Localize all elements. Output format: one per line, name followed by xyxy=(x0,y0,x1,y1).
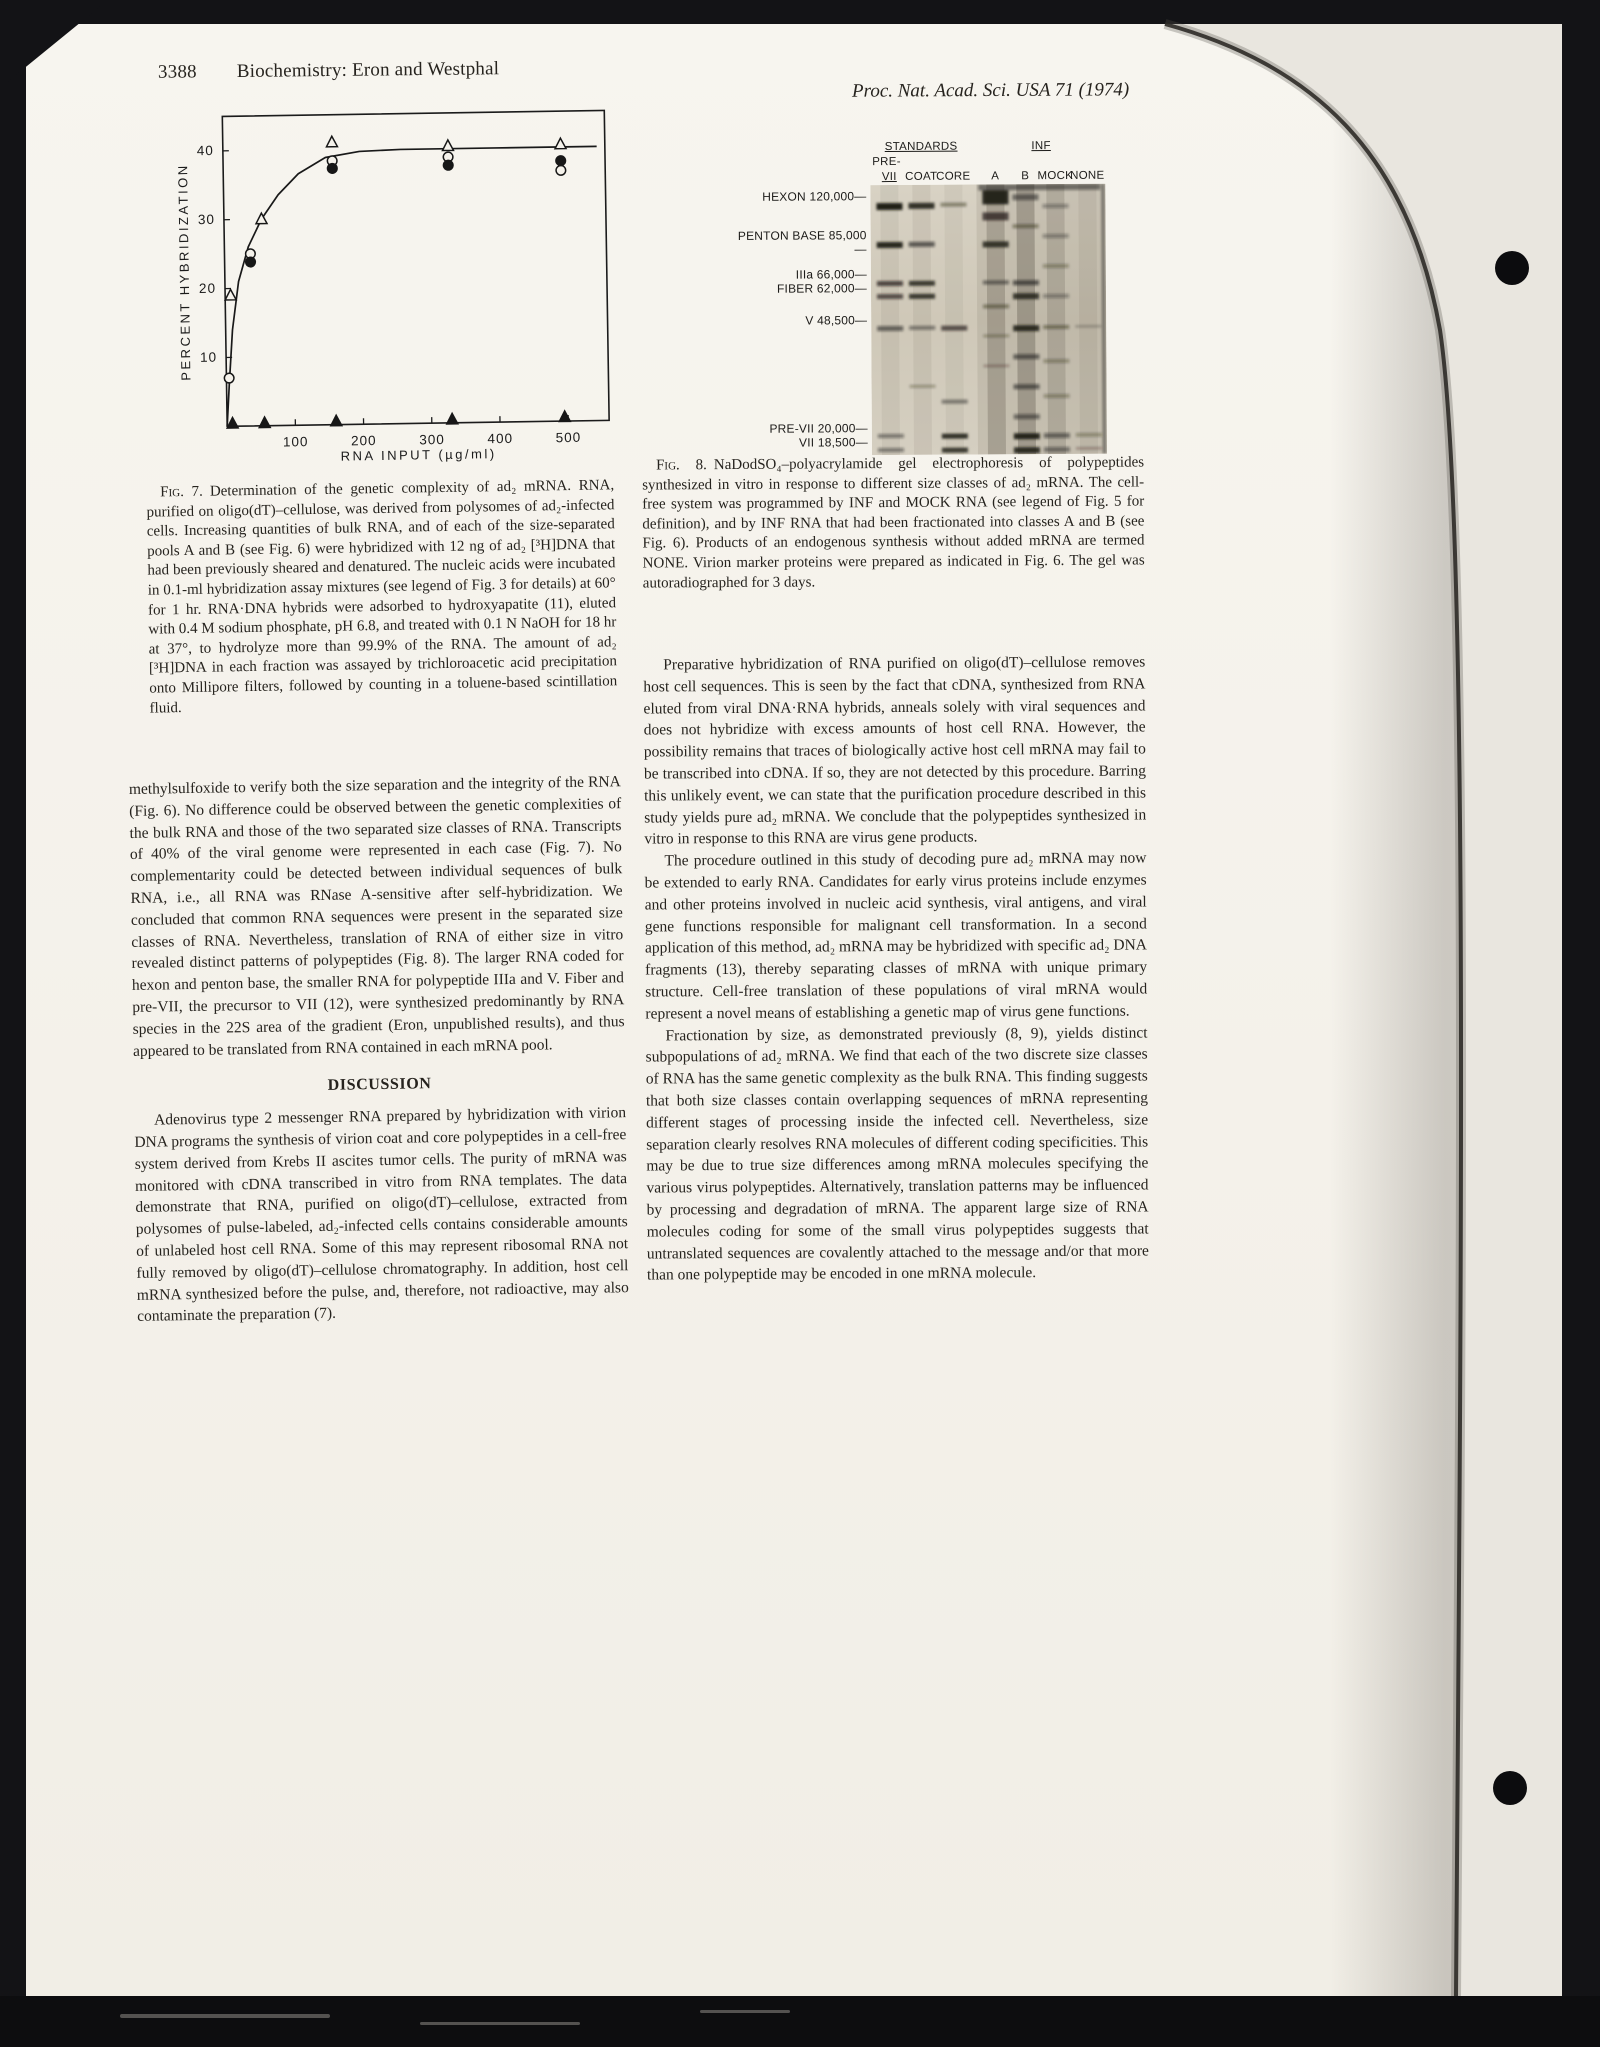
gel-marker-label: PRE-VII 20,000— xyxy=(769,421,868,436)
body-paragraph: methylsulfoxide to verify both the size separation and the integrity of the RNA (Fig. 6). No difference could be observed between the genetic complexities of the bulk RNA and those of the two separated size classes of RNA. Transcripts of 40% of the viral genome were represented in each case (Fig. 7). No complementarity could be detected between individual sequences of bulk RNA, i.e., all RNA was RNase A-sensitive after self-hybridization. We concluded that common RNA sequences were present in the separated size classes of RNA. Nevertheless, translation of RNA of either size in vitro revealed distinct patterns of polypeptides (Fig. 8). The larger RNA coded for hexon and penton base, the smaller RNA for polypeptide IIIa and V. Fiber and pre-VII, the precursor to VII (12), were synthesized predominantly by RNA species in the 22S area of the gradient (Eron, unpublished results), and thus appeared to be translated from RNA contained in each mRNA pool. xyxy=(128,773,625,1060)
gel-marker-label: FIBER 62,000— xyxy=(776,281,868,296)
gel-marker-label: IIIa 66,000— xyxy=(795,267,867,282)
gel-lane-label: NONE xyxy=(1070,169,1105,182)
svg-text:100: 100 xyxy=(282,434,309,450)
running-title: Biochemistry: Eron and Westphal xyxy=(236,58,500,82)
bottom-scan-edge xyxy=(0,1996,1600,2047)
gel-lane-label: COAT xyxy=(905,170,938,183)
gel-group-label-inf: INF xyxy=(1031,140,1051,153)
page-number: 3388 xyxy=(157,61,197,83)
scan-streak xyxy=(420,2022,580,2025)
page-header-left xyxy=(158,58,499,84)
scan-streak xyxy=(120,2014,330,2018)
gel-autoradiograph-image xyxy=(870,184,1107,455)
page-gutter-shadow xyxy=(1330,24,1460,1996)
svg-text:30: 30 xyxy=(197,211,216,228)
gel-lane-label: MOCK xyxy=(1037,169,1074,183)
gel-marker-label: V 48,500— xyxy=(805,313,868,328)
svg-text:PERCENT HYBRIDIZATION: PERCENT HYBRIDIZATION xyxy=(175,163,194,381)
body-paragraph: Preparative hybridization of RNA purified on oligo(dT)–cellulose removes host cell sequences. This is seen by the fact that cDNA, synthesized from RNA eluted from viral DNA·RNA hybrids, anneals solely with viral sequences and does not hybridize with excess amounts of host cell RNA. However, the possibility remains that traces of biologically active host cell mRNA may fail to be transcribed into cDNA. If so, they are not detected by this procedure. Barring this unlikely event, we can state that the purification procedure described in this study yields pure ad₂ mRNA. We conclude that the polypeptides synthesized in vitro in response to this RNA are virus gene products. xyxy=(643,653,1147,848)
svg-text:10: 10 xyxy=(199,349,218,365)
body-paragraph: Adenovirus type 2 messenger RNA prepared by hybridization with virion DNA programs the synthesis of virion coat and core polypeptides in a cell-free system derived from Krebs II ascites tumor cells. The purity of mRNA was monitored with cDNA transcribed in vitro from RNA templates. The data demonstrate that RNA, purified on oligo(dT)–cellulose, extracted from polysomes of pulse-labeled, ad₂-infected cells contains considerable amounts of unlabeled host cell RNA. Some of this may represent ribosomal RNA not fully removed by oligo(dT)–cellulose chromatography. In addition, host cell mRNA synthesized before the pulse, and, therefore, not radioactive, may also contaminate the preparation (7). xyxy=(134,1104,629,1326)
gel-lane-label: B xyxy=(1021,170,1030,183)
svg-text:40: 40 xyxy=(196,142,214,159)
fig7-caption-label: Fig. 7. xyxy=(160,483,204,501)
fig7-caption-text: Determination of the genetic complexity of ad₂ mRNA. RNA, purified on oligo(dT)–cellulose, was derived from polysomes of ad₂-infected cells. Increasing quantities of bulk RNA, and of each of the size-separated pools A and B (see Fig. 6) were hybridized with 12 ng of ad₂ [³H]DNA that had been previously sheared and denatured. The nucleic acids were incubated in 0.1-ml hybridization assay mixtures (see legend of Fig. 3 for details) at 60° for 1 hr. RNA·DNA hybrids were adsorbed to hydroxyapatite (11), eluted with 0.4 M sodium phosphate, pH 6.8, and treated with 0.1 N NaOH for 18 hr at 37°, to hydrolyze more than 99.9% of the RNA. The amount of ad₂ [³H]DNA in each fraction was assayed by trichloroacetic acid precipitation onto Millipore filters, followed by counting in a toluene-based scintillation fluid. xyxy=(146,477,618,717)
fig7-hybridization-chart xyxy=(170,96,628,475)
svg-text:RNA INPUT (µg/ml): RNA INPUT (µg/ml) xyxy=(340,446,497,464)
body-paragraph: The procedure outlined in this study of decoding pure ad₂ mRNA may now be extended to early RNA. Candidates for early virus proteins include enzymes and other proteins involved in nucleic acid synthesis, viral antigens, and viral gene functions responsible for malignant cell transformation. In a second application of this method, ad₂ mRNA may be hybridized with specific ad₂ DNA fragments (13), thereby separating classes of mRNA with unique primary structure. Cell-free translation of these populations of viral mRNA would represent a novel means of establishing a genetic map of virus gene functions. xyxy=(644,849,1148,1023)
scan-streak xyxy=(700,2010,790,2013)
gel-lane-label: CORE xyxy=(936,170,971,183)
fig7-caption xyxy=(146,476,618,718)
svg-text:400: 400 xyxy=(487,430,514,447)
gel-lane-label: A xyxy=(991,170,1000,183)
fig8-caption-text: NaDodSO₄–polyacrylamide gel electrophoresis of polypeptides synthesized in vitro in response to different size classes of ad₂ mRNA. The cell-free system was programmed by INF and MOCK RNA (see legend of Fig. 5 for definition), and by INF RNA that had been fractionated into classes A and B (see Fig. 6). Products of an endogenous synthesis without added mRNA are termed NONE. Virion marker proteins were prepared as indicated in Fig. 6. The gel was autoradiographed for 3 days. xyxy=(642,454,1145,592)
body-paragraph: Fractionation by size, as demonstrated previously (8, 9), yields distinct subpopulations of ad₂ mRNA. We find that each of the two discrete size classes of RNA has the same genetic complexity as the bulk RNA. This finding suggests that both size classes contain overlapping sequences of mRNA representing different stages of processing inside the infected cell. Nevertheless, size separation clearly resolves RNA molecules of different coding specificities. This may be due to true size differences among mRNA molecules specifying the various virus polypeptides. Alternatively, translation patterns may be influenced by processing and degradation of mRNA. The apparent large size of RNA molecules coding for some of the small virus polypeptides suggests that untranslated sequences are covalently attached to the message and/or that more than one polypeptide may be encoded in one mRNA molecule. xyxy=(645,1024,1149,1284)
fig8-gel-figure xyxy=(730,133,1156,458)
svg-text:20: 20 xyxy=(198,280,217,297)
svg-text:500: 500 xyxy=(555,429,582,446)
gel-group-label-standards: STANDARDS xyxy=(884,140,958,154)
gel-marker-label: HEXON 120,000— xyxy=(762,189,867,204)
svg-text:300: 300 xyxy=(419,431,445,448)
gel-lane-label: VII xyxy=(881,170,897,184)
fig8-caption-label: Fig. 8. xyxy=(655,457,707,474)
journal-title: Proc. Nat. Acad. Sci. USA 71 (1974) xyxy=(851,79,1130,102)
gel-marker-label: VII 18,500— xyxy=(798,435,868,450)
left-body-text xyxy=(129,771,630,1328)
gel-lane-label-pre: PRE- xyxy=(872,155,901,169)
fig8-caption xyxy=(642,453,1145,593)
discussion-heading: DISCUSSION xyxy=(327,1075,432,1095)
right-body-text xyxy=(643,651,1149,1286)
gel-marker-label: PENTON BASE 85,000— xyxy=(737,228,867,257)
svg-text:200: 200 xyxy=(350,433,377,449)
